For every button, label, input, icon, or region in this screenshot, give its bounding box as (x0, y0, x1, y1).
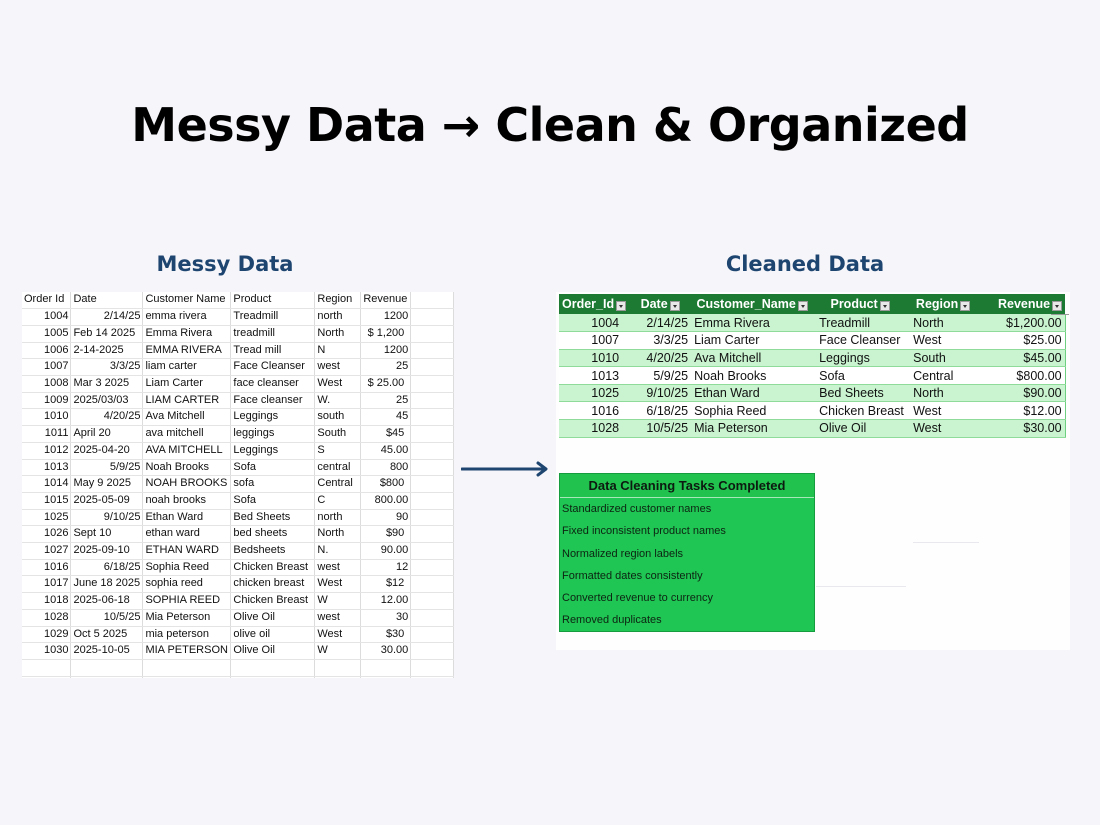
cell[interactable]: W. (315, 392, 361, 409)
cell[interactable]: 1016 (559, 402, 629, 420)
empty-cell[interactable] (231, 676, 315, 678)
cell[interactable]: Olive Oil (231, 609, 315, 626)
cell[interactable]: 1012 (22, 442, 71, 459)
table-row (22, 609, 454, 626)
cell[interactable]: $ 25.00 (361, 376, 411, 393)
cell[interactable]: 1008 (22, 376, 71, 393)
cell[interactable]: 1011 (22, 426, 71, 443)
cell[interactable]: W (315, 643, 361, 660)
task-item: Normalized region labels (562, 547, 684, 560)
cell[interactable]: 3/3/25 (71, 359, 143, 376)
table-row (22, 476, 454, 493)
empty-cell[interactable] (411, 609, 454, 626)
table-row (22, 543, 454, 560)
column-header[interactable] (691, 294, 813, 314)
cell[interactable]: 1025 (22, 509, 71, 526)
table-row (559, 384, 1065, 402)
cell[interactable]: N (315, 342, 361, 359)
cell[interactable]: Sofa (231, 492, 315, 509)
cell[interactable]: EMMA RIVERA (143, 342, 231, 359)
cell[interactable]: Sofa (813, 367, 907, 385)
empty-cell[interactable] (411, 626, 454, 643)
cell[interactable]: $800 (361, 476, 411, 493)
task-item: Standardized customer names (562, 503, 712, 515)
filter-dropdown-icon[interactable] (880, 301, 890, 311)
cell[interactable]: 1013 (22, 459, 71, 476)
cell[interactable]: $1,200.00 (979, 314, 1065, 332)
table-row (22, 593, 454, 610)
cell[interactable]: 6/18/25 (71, 559, 143, 576)
cell[interactable]: Feb 14 2025 (71, 325, 143, 342)
cell[interactable]: emma rivera (143, 309, 231, 326)
column-header-label: Order_Id (562, 297, 615, 312)
empty-cell[interactable] (411, 509, 454, 526)
cleaned-data-label: Cleaned Data (725, 252, 885, 276)
empty-cell[interactable] (411, 659, 454, 676)
filter-dropdown-icon[interactable] (960, 301, 970, 311)
cell[interactable]: 800.00 (361, 492, 411, 509)
empty-cell[interactable] (411, 593, 454, 610)
empty-cell[interactable] (411, 359, 454, 376)
cell[interactable]: $45.00 (979, 349, 1065, 367)
cell[interactable]: West (315, 576, 361, 593)
column-header[interactable] (907, 294, 979, 314)
cell[interactable]: $30 (361, 626, 411, 643)
cell[interactable]: west (315, 609, 361, 626)
cell[interactable]: Leggings (231, 409, 315, 426)
cell[interactable]: 2-14-2025 (71, 342, 143, 359)
table-row (22, 426, 454, 443)
cell[interactable]: 3/3/25 (629, 332, 691, 350)
cell[interactable]: Treadmill (813, 314, 907, 332)
table-row (22, 359, 454, 376)
cell[interactable]: Mar 3 2025 (71, 376, 143, 393)
empty-cell[interactable] (143, 659, 231, 676)
cell[interactable]: sofa (231, 476, 315, 493)
cell[interactable]: West (315, 626, 361, 643)
cell[interactable]: S (315, 442, 361, 459)
filter-dropdown-icon[interactable] (616, 301, 626, 311)
cell[interactable]: LIAM CARTER (143, 392, 231, 409)
cleaned-data-table (559, 294, 1066, 438)
column-header[interactable]: Product (231, 292, 315, 309)
cell[interactable]: North (315, 526, 361, 543)
cell[interactable]: Chicken Breast (813, 402, 907, 420)
cell[interactable]: West (315, 376, 361, 393)
cell[interactable]: 45 (361, 409, 411, 426)
table-row (22, 576, 454, 593)
filter-dropdown-icon[interactable] (670, 301, 680, 311)
column-header[interactable]: Order Id (22, 292, 71, 309)
cell[interactable]: Sept 10 (71, 526, 143, 543)
cell[interactable]: Liam Carter (691, 332, 813, 350)
cell[interactable]: 10/5/25 (71, 609, 143, 626)
divider (1051, 314, 1069, 315)
cell[interactable]: 1007 (559, 332, 629, 350)
cell[interactable]: Face Cleanser (231, 359, 315, 376)
divider (816, 586, 906, 587)
cell[interactable]: 1025 (559, 384, 629, 402)
cell[interactable]: 2025-09-10 (71, 543, 143, 560)
table-row (22, 342, 454, 359)
cell[interactable]: N. (315, 543, 361, 560)
table-row (22, 325, 454, 342)
cell[interactable]: 1010 (22, 409, 71, 426)
empty-cell[interactable] (411, 309, 454, 326)
column-header-label: Revenue (998, 297, 1051, 312)
cell[interactable]: Treadmill (231, 309, 315, 326)
cell[interactable]: Liam Carter (143, 376, 231, 393)
table-row (559, 314, 1065, 332)
table-row (22, 509, 454, 526)
cell[interactable]: 2025-10-05 (71, 643, 143, 660)
table-row (22, 409, 454, 426)
empty-cell[interactable] (315, 659, 361, 676)
cell[interactable]: 90.00 (361, 543, 411, 560)
cell[interactable]: Emma Rivera (143, 325, 231, 342)
cell[interactable]: 1018 (22, 593, 71, 610)
cell[interactable]: Chicken Breast (231, 593, 315, 610)
cell[interactable]: 2/14/25 (629, 314, 691, 332)
cell[interactable]: liam carter (143, 359, 231, 376)
cell[interactable]: SOPHIA REED (143, 593, 231, 610)
cell[interactable]: Sofa (231, 459, 315, 476)
cleaning-tasks-box (559, 473, 815, 632)
filter-dropdown-icon[interactable] (798, 301, 808, 311)
messy-data-label: Messy Data (156, 252, 294, 276)
empty-cell[interactable] (411, 392, 454, 409)
cell[interactable]: 9/10/25 (629, 384, 691, 402)
cell[interactable]: Oct 5 2025 (71, 626, 143, 643)
cell[interactable]: Sophia Reed (143, 559, 231, 576)
table-row (22, 492, 454, 509)
cell[interactable]: 30 (361, 609, 411, 626)
cell[interactable]: olive oil (231, 626, 315, 643)
column-header[interactable]: Date (71, 292, 143, 309)
cell[interactable]: Noah Brooks (691, 367, 813, 385)
cell[interactable]: South (315, 426, 361, 443)
cell[interactable]: 1004 (559, 314, 629, 332)
cell[interactable]: Ava Mitchell (143, 409, 231, 426)
cell[interactable]: North (907, 384, 979, 402)
cell[interactable]: $ 1,200 (361, 325, 411, 342)
cell[interactable]: Central (907, 367, 979, 385)
cell[interactable]: 1200 (361, 309, 411, 326)
cell[interactable]: 90 (361, 509, 411, 526)
cell[interactable]: C (315, 492, 361, 509)
table-row (22, 392, 454, 409)
empty-cell[interactable] (411, 526, 454, 543)
column-header-label: Customer_Name (696, 297, 796, 312)
table-row (559, 402, 1065, 420)
cell[interactable]: Bedsheets (231, 543, 315, 560)
table-row (22, 559, 454, 576)
cell[interactable]: 1005 (22, 325, 71, 342)
empty-cell[interactable] (411, 459, 454, 476)
cell[interactable]: bed sheets (231, 526, 315, 543)
empty-cell[interactable] (411, 325, 454, 342)
cell[interactable]: 6/18/25 (629, 402, 691, 420)
cell[interactable]: south (315, 409, 361, 426)
task-item: Formatted dates consistently (562, 569, 703, 582)
cell[interactable]: $800.00 (979, 367, 1065, 385)
cell[interactable]: 2025-04-20 (71, 442, 143, 459)
empty-cell[interactable] (143, 676, 231, 678)
cell[interactable]: North (315, 325, 361, 342)
cell[interactable]: 1010 (559, 349, 629, 367)
cell[interactable]: 1030 (22, 643, 71, 660)
cell[interactable]: Face cleanser (231, 392, 315, 409)
empty-row (22, 659, 454, 676)
empty-cell[interactable] (411, 576, 454, 593)
cell[interactable]: NOAH BROOKS (143, 476, 231, 493)
cell[interactable]: west (315, 559, 361, 576)
cell[interactable]: Leggings (231, 442, 315, 459)
cell[interactable]: $12 (361, 576, 411, 593)
cell[interactable]: $30.00 (979, 420, 1065, 438)
column-header-label: Region (915, 297, 959, 312)
cell[interactable]: Bed Sheets (813, 384, 907, 402)
cell[interactable]: 1200 (361, 342, 411, 359)
cell[interactable]: Tread mill (231, 342, 315, 359)
cell[interactable]: 1009 (22, 392, 71, 409)
messy-data-sheet (22, 292, 454, 678)
header-row (22, 292, 454, 309)
cell[interactable]: W (315, 593, 361, 610)
filter-dropdown-icon[interactable] (1052, 301, 1062, 311)
empty-cell[interactable] (411, 559, 454, 576)
cell[interactable]: 800 (361, 459, 411, 476)
cell[interactable]: 2025-05-09 (71, 492, 143, 509)
cell[interactable]: 1026 (22, 526, 71, 543)
empty-cell[interactable] (411, 292, 454, 309)
cell[interactable]: ethan ward (143, 526, 231, 543)
table-row (22, 626, 454, 643)
cell[interactable]: Sophia Reed (691, 402, 813, 420)
column-header[interactable] (629, 294, 691, 314)
cell[interactable]: West (907, 332, 979, 350)
empty-cell[interactable] (71, 659, 143, 676)
cell[interactable]: sophia reed (143, 576, 231, 593)
cell[interactable]: 1004 (22, 309, 71, 326)
table-row (22, 442, 454, 459)
cell[interactable]: 25 (361, 392, 411, 409)
empty-cell[interactable] (411, 476, 454, 493)
table-row (22, 309, 454, 326)
page-title: Messy Data → Clean & Organized (131, 98, 969, 152)
empty-cell[interactable] (411, 442, 454, 459)
empty-cell[interactable] (411, 426, 454, 443)
cell[interactable]: treadmill (231, 325, 315, 342)
cell[interactable]: ava mitchell (143, 426, 231, 443)
empty-cell[interactable] (411, 409, 454, 426)
cell[interactable]: Chicken Breast (231, 559, 315, 576)
divider (913, 542, 979, 543)
task-item: Removed duplicates (562, 614, 662, 627)
messy-data-table (22, 292, 454, 678)
empty-cell[interactable] (231, 659, 315, 676)
task-item: Converted revenue to currency (562, 592, 714, 605)
cell[interactable]: leggings (231, 426, 315, 443)
cell[interactable]: 5/9/25 (71, 459, 143, 476)
cell[interactable]: $45 (361, 426, 411, 443)
cell[interactable]: noah brooks (143, 492, 231, 509)
cell[interactable]: 45.00 (361, 442, 411, 459)
empty-cell[interactable] (411, 492, 454, 509)
cell[interactable]: Central (315, 476, 361, 493)
cell[interactable]: AVA MITCHELL (143, 442, 231, 459)
column-header[interactable] (813, 294, 907, 314)
cell[interactable]: Ethan Ward (691, 384, 813, 402)
cell[interactable]: 25 (361, 359, 411, 376)
cell[interactable]: 1017 (22, 576, 71, 593)
empty-cell[interactable] (22, 676, 71, 678)
cell[interactable]: Bed Sheets (231, 509, 315, 526)
empty-cell[interactable] (71, 676, 143, 678)
cell[interactable]: Noah Brooks (143, 459, 231, 476)
empty-cell[interactable] (411, 643, 454, 660)
cell[interactable]: 1015 (22, 492, 71, 509)
tasks-list (560, 498, 814, 632)
cell[interactable]: face cleanser (231, 376, 315, 393)
empty-cell[interactable] (361, 676, 411, 678)
cell[interactable]: Olive Oil (813, 420, 907, 438)
cell[interactable]: 2025/03/03 (71, 392, 143, 409)
cell[interactable]: 4/20/25 (629, 349, 691, 367)
cell[interactable]: ETHAN WARD (143, 543, 231, 560)
cell[interactable]: mia peterson (143, 626, 231, 643)
column-header[interactable]: Revenue (361, 292, 411, 309)
empty-cell[interactable] (411, 342, 454, 359)
cell[interactable]: west (315, 359, 361, 376)
task-item: Fixed inconsistent product names (562, 525, 726, 538)
cell[interactable]: Ava Mitchell (691, 349, 813, 367)
cleaned-data-panel (556, 292, 1070, 650)
empty-cell[interactable] (315, 676, 361, 678)
cell[interactable]: 30.00 (361, 643, 411, 660)
empty-cell[interactable] (411, 543, 454, 560)
column-header-label: Product (830, 297, 878, 312)
empty-cell[interactable] (22, 659, 71, 676)
cell[interactable]: Olive Oil (231, 643, 315, 660)
cell[interactable]: North (907, 314, 979, 332)
cell[interactable]: 5/9/25 (629, 367, 691, 385)
cell[interactable]: June 18 2025 (71, 576, 143, 593)
empty-cell[interactable] (361, 659, 411, 676)
table-row (22, 459, 454, 476)
cell[interactable]: 1028 (22, 609, 71, 626)
cell[interactable]: 1007 (22, 359, 71, 376)
cell[interactable]: north (315, 309, 361, 326)
cell[interactable]: 1014 (22, 476, 71, 493)
table-row (22, 643, 454, 660)
cell[interactable]: $90.00 (979, 384, 1065, 402)
column-header[interactable]: Region (315, 292, 361, 309)
arrow-right-icon (461, 461, 551, 477)
table-row (22, 376, 454, 393)
cell[interactable]: Mia Peterson (691, 420, 813, 438)
cell[interactable]: 4/20/25 (71, 409, 143, 426)
cell[interactable]: 2025-06-18 (71, 593, 143, 610)
cell[interactable]: 1013 (559, 367, 629, 385)
table-row (559, 349, 1065, 367)
cell[interactable]: $25.00 (979, 332, 1065, 350)
cell[interactable]: 10/5/25 (629, 420, 691, 438)
cell[interactable]: 1027 (22, 543, 71, 560)
table-row (22, 526, 454, 543)
table-row (559, 420, 1065, 438)
cell[interactable]: Emma Rivera (691, 314, 813, 332)
cell[interactable]: South (907, 349, 979, 367)
empty-cell[interactable] (411, 376, 454, 393)
cell[interactable]: 2/14/25 (71, 309, 143, 326)
table-row (559, 367, 1065, 385)
cell[interactable]: $12.00 (979, 402, 1065, 420)
cell[interactable]: Face Cleanser (813, 332, 907, 350)
cell[interactable]: central (315, 459, 361, 476)
table-row (559, 332, 1065, 350)
cell[interactable]: West (907, 402, 979, 420)
tasks-title: Data Cleaning Tasks Completed (560, 474, 814, 498)
cell[interactable]: north (315, 509, 361, 526)
cell[interactable]: May 9 2025 (71, 476, 143, 493)
column-header-label: Date (640, 297, 668, 312)
cell[interactable]: 12.00 (361, 593, 411, 610)
cell[interactable]: Mia Peterson (143, 609, 231, 626)
cell[interactable]: MIA PETERSON (143, 643, 231, 660)
empty-row (22, 676, 454, 678)
cell[interactable]: 1028 (559, 420, 629, 438)
cell[interactable]: 1016 (22, 559, 71, 576)
cell[interactable]: chicken breast (231, 576, 315, 593)
cell[interactable]: 12 (361, 559, 411, 576)
empty-cell[interactable] (411, 676, 454, 678)
cell[interactable]: 9/10/25 (71, 509, 143, 526)
column-header[interactable]: Customer Name (143, 292, 231, 309)
cell[interactable]: $90 (361, 526, 411, 543)
cell[interactable]: West (907, 420, 979, 438)
cell[interactable]: 1006 (22, 342, 71, 359)
column-header[interactable] (979, 294, 1065, 314)
cell[interactable]: April 20 (71, 426, 143, 443)
column-header[interactable] (559, 294, 629, 314)
cell[interactable]: Leggings (813, 349, 907, 367)
cell[interactable]: 1029 (22, 626, 71, 643)
cell[interactable]: Ethan Ward (143, 509, 231, 526)
